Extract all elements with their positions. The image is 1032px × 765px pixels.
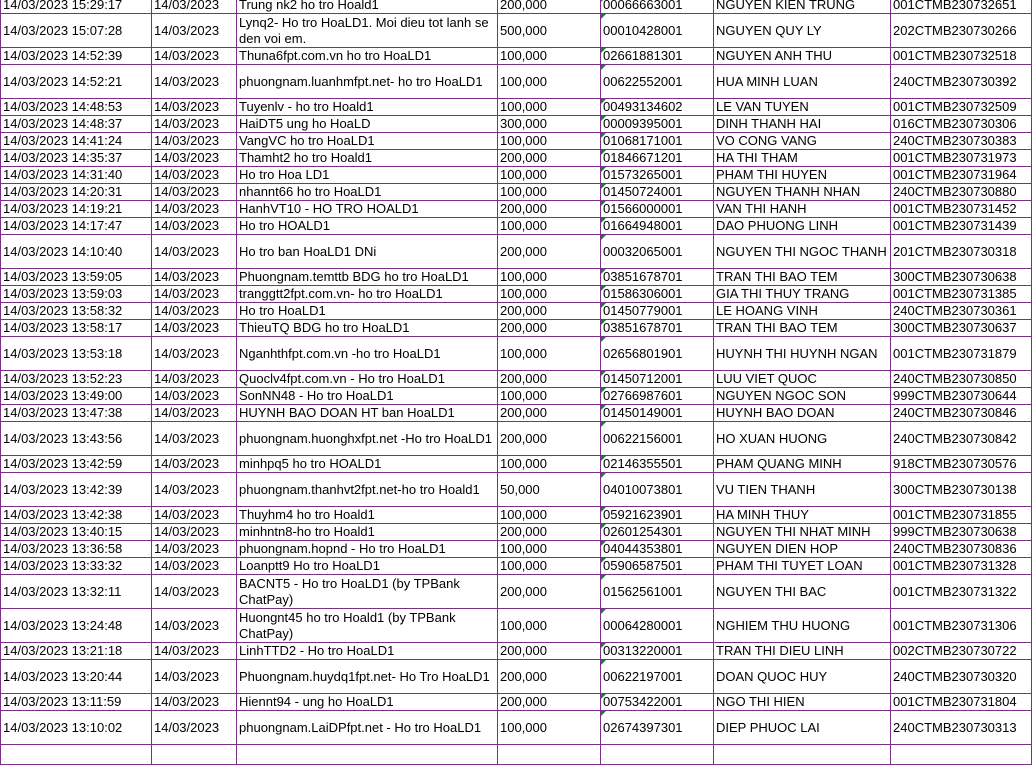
txn-account-cell: 04010073801 [601,473,714,507]
txn-amount-cell: 100,000 [498,456,601,473]
txn-amount-cell: 200,000 [498,405,601,422]
txn-date-cell: 14/03/2023 [152,167,237,184]
txn-amount-cell: 100,000 [498,507,601,524]
txn-account-cell: 05906587501 [601,558,714,575]
txn-description-cell: phuongnam.luanhmfpt.net- ho tro HoaLD1 [237,65,498,99]
txn-reference-cell: 002CTMB230730722 [891,643,1032,660]
txn-amount-cell [498,745,601,765]
txn-datetime-cell: 14/03/2023 14:35:37 [1,150,152,167]
txn-amount-cell: 100,000 [498,609,601,643]
txn-account-cell: 03851678701 [601,269,714,286]
txn-account-name-cell: NGUYEN KIEN TRUNG [714,0,891,14]
txn-account-cell: 01068171001 [601,133,714,150]
txn-amount-cell: 100,000 [498,541,601,558]
txn-date-cell: 14/03/2023 [152,150,237,167]
txn-date-cell: 14/03/2023 [152,184,237,201]
txn-account-name-cell: TRAN THI BAO TEM [714,269,891,286]
txn-description-cell: Ho tro ban HoaLD1 DNi [237,235,498,269]
txn-amount-cell: 50,000 [498,473,601,507]
txn-datetime-cell: 14/03/2023 14:52:21 [1,65,152,99]
txn-account-cell: 01573265001 [601,167,714,184]
txn-account-cell [601,745,714,765]
table-row [1,48,1032,65]
transaction-table-body [1,0,1032,765]
txn-amount-cell: 200,000 [498,575,601,609]
txn-description-cell: Ho tro Hoa LD1 [237,167,498,184]
txn-datetime-cell: 14/03/2023 13:40:15 [1,524,152,541]
txn-reference-cell: 001CTMB230731964 [891,167,1032,184]
txn-account-name-cell: VU TIEN THANH [714,473,891,507]
txn-amount-cell: 200,000 [498,235,601,269]
txn-date-cell: 14/03/2023 [152,269,237,286]
table-row [1,0,1032,14]
txn-date-cell: 14/03/2023 [152,405,237,422]
txn-account-cell: 03851678701 [601,320,714,337]
txn-description-cell: tranggtt2fpt.com.vn- ho tro HoaLD1 [237,286,498,303]
txn-description-cell: Loanptt9 Ho tro HoaLD1 [237,558,498,575]
txn-date-cell: 14/03/2023 [152,116,237,133]
txn-reference-cell: 001CTMB230731452 [891,201,1032,218]
table-row [1,218,1032,235]
txn-datetime-cell: 14/03/2023 13:53:18 [1,337,152,371]
txn-date-cell: 14/03/2023 [152,507,237,524]
table-row [1,524,1032,541]
txn-description-cell: minhntn8-ho tro Hoald1 [237,524,498,541]
txn-amount-cell: 200,000 [498,524,601,541]
txn-date-cell: 14/03/2023 [152,473,237,507]
txn-account-name-cell: HUYNH THI HUYNH NGAN [714,337,891,371]
txn-account-name-cell: HO XUAN HUONG [714,422,891,456]
table-row [1,558,1032,575]
txn-description-cell: phuongnam.LaiDPfpt.net - Ho tro HoaLD1 [237,711,498,745]
txn-reference-cell: 001CTMB230731328 [891,558,1032,575]
table-row [1,507,1032,524]
txn-account-name-cell: LE VAN TUYEN [714,99,891,116]
txn-account-cell: 04044353801 [601,541,714,558]
txn-amount-cell: 100,000 [498,337,601,371]
txn-amount-cell: 100,000 [498,133,601,150]
txn-description-cell: LinhTTD2 - Ho tro HoaLD1 [237,643,498,660]
table-row [1,184,1032,201]
table-row [1,745,1032,765]
txn-account-cell: 02601254301 [601,524,714,541]
table-row [1,65,1032,99]
txn-account-name-cell: NGUYEN QUY LY [714,14,891,48]
txn-reference-cell: 240CTMB230730846 [891,405,1032,422]
txn-account-name-cell: DOAN QUOC HUY [714,660,891,694]
txn-account-cell: 00753422001 [601,694,714,711]
txn-reference-cell: 300CTMB230730638 [891,269,1032,286]
txn-account-name-cell: NGHIEM THU HUONG [714,609,891,643]
txn-datetime-cell: 14/03/2023 13:42:39 [1,473,152,507]
txn-reference-cell: 202CTMB230730266 [891,14,1032,48]
txn-datetime-cell: 14/03/2023 13:58:32 [1,303,152,320]
txn-account-name-cell: NGUYEN ANH THU [714,48,891,65]
txn-account-name-cell: GIA THI THUY TRANG [714,286,891,303]
txn-account-name-cell: VO CONG VANG [714,133,891,150]
txn-account-cell: 02661881301 [601,48,714,65]
txn-datetime-cell: 14/03/2023 13:59:03 [1,286,152,303]
txn-date-cell: 14/03/2023 [152,337,237,371]
txn-amount-cell: 100,000 [498,558,601,575]
txn-date-cell: 14/03/2023 [152,0,237,14]
txn-reference-cell: 240CTMB230730313 [891,711,1032,745]
table-row [1,303,1032,320]
txn-date-cell: 14/03/2023 [152,388,237,405]
txn-reference-cell [891,745,1032,765]
txn-date-cell: 14/03/2023 [152,320,237,337]
txn-reference-cell: 240CTMB230730842 [891,422,1032,456]
txn-amount-cell: 100,000 [498,388,601,405]
txn-reference-cell: 001CTMB230731322 [891,575,1032,609]
txn-account-cell: 01846671201 [601,150,714,167]
txn-reference-cell: 001CTMB230731385 [891,286,1032,303]
txn-account-cell: 02656801901 [601,337,714,371]
txn-account-name-cell: NGUYEN THI NHAT MINH [714,524,891,541]
txn-datetime-cell: 14/03/2023 13:20:44 [1,660,152,694]
txn-description-cell: phuongnam.thanhvt2fpt.net-ho tro Hoald1 [237,473,498,507]
txn-amount-cell: 300,000 [498,116,601,133]
txn-account-cell: 05921623901 [601,507,714,524]
txn-description-cell: Thuyhm4 ho tro Hoald1 [237,507,498,524]
txn-date-cell: 14/03/2023 [152,422,237,456]
txn-account-name-cell: PHAM THI TUYET LOAN [714,558,891,575]
txn-account-name-cell: DIEP PHUOC LAI [714,711,891,745]
table-row [1,235,1032,269]
txn-description-cell: HUYNH BAO DOAN HT ban HoaLD1 [237,405,498,422]
txn-description-cell: phuongnam.hopnd - Ho tro HoaLD1 [237,541,498,558]
txn-reference-cell: 001CTMB230731439 [891,218,1032,235]
txn-account-name-cell: NGUYEN THI BAC [714,575,891,609]
txn-reference-cell: 300CTMB230730138 [891,473,1032,507]
txn-account-name-cell: HA THI THAM [714,150,891,167]
txn-description-cell: VangVC ho tro HoaLD1 [237,133,498,150]
txn-account-cell: 01450712001 [601,371,714,388]
txn-date-cell: 14/03/2023 [152,541,237,558]
txn-date-cell: 14/03/2023 [152,558,237,575]
txn-account-cell: 02146355501 [601,456,714,473]
txn-account-name-cell: NGUYEN DIEN HOP [714,541,891,558]
txn-account-cell: 02674397301 [601,711,714,745]
txn-description-cell: BACNT5 - Ho tro HoaLD1 (by TPBank ChatPay) [237,575,498,609]
txn-amount-cell: 200,000 [498,0,601,14]
txn-datetime-cell: 14/03/2023 13:47:38 [1,405,152,422]
txn-account-cell: 00313220001 [601,643,714,660]
txn-datetime-cell: 14/03/2023 14:41:24 [1,133,152,150]
txn-description-cell: Trung nk2 ho tro Hoald1 [237,0,498,14]
txn-datetime-cell: 14/03/2023 13:42:59 [1,456,152,473]
txn-description-cell: Thuna6fpt.com.vn ho tro HoaLD1 [237,48,498,65]
txn-datetime-cell: 14/03/2023 13:11:59 [1,694,152,711]
table-row [1,320,1032,337]
txn-amount-cell: 200,000 [498,643,601,660]
txn-reference-cell: 918CTMB230730576 [891,456,1032,473]
txn-date-cell: 14/03/2023 [152,235,237,269]
txn-reference-cell: 001CTMB230731973 [891,150,1032,167]
txn-amount-cell: 200,000 [498,201,601,218]
txn-account-name-cell: HUA MINH LUAN [714,65,891,99]
txn-account-name-cell [714,745,891,765]
txn-reference-cell: 001CTMB230731879 [891,337,1032,371]
txn-account-cell: 00493134602 [601,99,714,116]
txn-account-name-cell: NGO THI HIEN [714,694,891,711]
txn-account-cell: 00009395001 [601,116,714,133]
txn-amount-cell: 100,000 [498,65,601,99]
table-row [1,405,1032,422]
txn-reference-cell: 201CTMB230730318 [891,235,1032,269]
txn-account-name-cell: TRAN THI DIEU LINH [714,643,891,660]
txn-date-cell: 14/03/2023 [152,218,237,235]
txn-account-cell: 01566000001 [601,201,714,218]
txn-reference-cell: 240CTMB230730361 [891,303,1032,320]
txn-account-cell: 00622156001 [601,422,714,456]
txn-account-cell: 00622552001 [601,65,714,99]
table-row [1,575,1032,609]
txn-date-cell [152,745,237,765]
txn-reference-cell: 999CTMB230730638 [891,524,1032,541]
txn-account-cell: 00064280001 [601,609,714,643]
table-row [1,337,1032,371]
txn-reference-cell: 001CTMB230731804 [891,694,1032,711]
txn-reference-cell: 001CTMB230732518 [891,48,1032,65]
txn-datetime-cell: 14/03/2023 13:59:05 [1,269,152,286]
table-row [1,150,1032,167]
txn-account-name-cell: LE HOANG VINH [714,303,891,320]
txn-description-cell: Ho tro HOALD1 [237,218,498,235]
txn-date-cell: 14/03/2023 [152,286,237,303]
txn-account-name-cell: PHAM QUANG MINH [714,456,891,473]
txn-amount-cell: 100,000 [498,167,601,184]
txn-date-cell: 14/03/2023 [152,99,237,116]
txn-datetime-cell: 14/03/2023 15:29:17 [1,0,152,14]
txn-amount-cell: 500,000 [498,14,601,48]
txn-reference-cell: 001CTMB230731855 [891,507,1032,524]
txn-date-cell: 14/03/2023 [152,201,237,218]
table-row [1,14,1032,48]
txn-datetime-cell: 14/03/2023 13:33:32 [1,558,152,575]
txn-account-name-cell: DINH THANH HAI [714,116,891,133]
txn-date-cell: 14/03/2023 [152,456,237,473]
txn-amount-cell: 200,000 [498,150,601,167]
txn-datetime-cell: 14/03/2023 13:42:38 [1,507,152,524]
txn-amount-cell: 200,000 [498,422,601,456]
txn-datetime-cell: 14/03/2023 14:48:53 [1,99,152,116]
txn-date-cell: 14/03/2023 [152,643,237,660]
txn-description-cell: HaiDT5 ung ho HoaLD [237,116,498,133]
txn-datetime-cell: 14/03/2023 14:31:40 [1,167,152,184]
table-row [1,541,1032,558]
txn-description-cell: Quoclv4fpt.com.vn - Ho tro HoaLD1 [237,371,498,388]
txn-amount-cell: 200,000 [498,371,601,388]
txn-reference-cell: 240CTMB230730383 [891,133,1032,150]
txn-description-cell: Phuongnam.huydq1fpt.net- Ho Tro HoaLD1 [237,660,498,694]
table-row [1,116,1032,133]
txn-amount-cell: 100,000 [498,269,601,286]
txn-datetime-cell: 14/03/2023 14:17:47 [1,218,152,235]
txn-datetime-cell: 14/03/2023 13:43:56 [1,422,152,456]
txn-reference-cell: 016CTMB230730306 [891,116,1032,133]
table-row [1,99,1032,116]
txn-description-cell: SonNN48 - Ho tro HoaLD1 [237,388,498,405]
table-row [1,456,1032,473]
txn-account-cell: 00622197001 [601,660,714,694]
txn-datetime-cell: 14/03/2023 14:48:37 [1,116,152,133]
txn-account-name-cell: NGUYEN THANH NHAN [714,184,891,201]
txn-account-cell: 00066663001 [601,0,714,14]
txn-reference-cell: 240CTMB230730392 [891,65,1032,99]
txn-account-cell: 00032065001 [601,235,714,269]
txn-datetime-cell: 14/03/2023 15:07:28 [1,14,152,48]
txn-reference-cell: 240CTMB230730880 [891,184,1032,201]
txn-description-cell: Lynq2- Ho tro HoaLD1. Moi dieu tot lanh se den voi em. [237,14,498,48]
table-row [1,133,1032,150]
txn-account-name-cell: NGUYEN THI NGOC THANH [714,235,891,269]
txn-datetime-cell: 14/03/2023 14:20:31 [1,184,152,201]
txn-date-cell: 14/03/2023 [152,48,237,65]
txn-amount-cell: 200,000 [498,660,601,694]
txn-reference-cell: 999CTMB230730644 [891,388,1032,405]
table-row [1,609,1032,643]
txn-amount-cell: 200,000 [498,320,601,337]
txn-date-cell: 14/03/2023 [152,609,237,643]
table-row [1,201,1032,218]
txn-amount-cell: 200,000 [498,303,601,320]
txn-date-cell: 14/03/2023 [152,575,237,609]
txn-amount-cell: 200,000 [498,694,601,711]
txn-reference-cell: 001CTMB230731306 [891,609,1032,643]
txn-date-cell: 14/03/2023 [152,371,237,388]
txn-account-name-cell: VAN THI HANH [714,201,891,218]
txn-account-cell: 01664948001 [601,218,714,235]
txn-description-cell: HanhVT10 - HO TRO HOALD1 [237,201,498,218]
txn-description-cell: Ho tro HoaLD1 [237,303,498,320]
txn-datetime-cell: 14/03/2023 13:24:48 [1,609,152,643]
txn-date-cell: 14/03/2023 [152,14,237,48]
txn-datetime-cell: 14/03/2023 13:21:18 [1,643,152,660]
txn-account-cell: 02766987601 [601,388,714,405]
txn-description-cell: Tuyenlv - ho tro Hoald1 [237,99,498,116]
txn-account-cell: 01586306001 [601,286,714,303]
txn-date-cell: 14/03/2023 [152,694,237,711]
txn-description-cell: Nganhthfpt.com.vn -ho tro HoaLD1 [237,337,498,371]
txn-account-cell: 01450779001 [601,303,714,320]
table-row [1,286,1032,303]
table-row [1,660,1032,694]
txn-reference-cell: 001CTMB230732651 [891,0,1032,14]
txn-datetime-cell: 14/03/2023 13:32:11 [1,575,152,609]
txn-datetime-cell [1,745,152,765]
txn-account-name-cell: HA MINH THUY [714,507,891,524]
txn-date-cell: 14/03/2023 [152,524,237,541]
table-row [1,167,1032,184]
table-row [1,269,1032,286]
txn-account-cell: 01450149001 [601,405,714,422]
txn-reference-cell: 240CTMB230730836 [891,541,1032,558]
txn-date-cell: 14/03/2023 [152,711,237,745]
table-row [1,388,1032,405]
txn-account-name-cell: LUU VIET QUOC [714,371,891,388]
txn-reference-cell: 240CTMB230730850 [891,371,1032,388]
txn-account-cell: 01562561001 [601,575,714,609]
txn-amount-cell: 100,000 [498,711,601,745]
txn-datetime-cell: 14/03/2023 14:10:40 [1,235,152,269]
txn-datetime-cell: 14/03/2023 13:58:17 [1,320,152,337]
txn-account-name-cell: NGUYEN NGOC SON [714,388,891,405]
txn-amount-cell: 100,000 [498,99,601,116]
txn-description-cell: Huongnt45 ho tro Hoald1 (by TPBank ChatPay) [237,609,498,643]
table-row [1,422,1032,456]
txn-amount-cell: 100,000 [498,184,601,201]
table-row [1,643,1032,660]
txn-amount-cell: 100,000 [498,218,601,235]
txn-description-cell: Phuongnam.temttb BDG ho tro HoaLD1 [237,269,498,286]
table-row [1,711,1032,745]
txn-date-cell: 14/03/2023 [152,133,237,150]
txn-reference-cell: 240CTMB230730320 [891,660,1032,694]
txn-description-cell: ThieuTQ BDG ho tro HoaLD1 [237,320,498,337]
txn-datetime-cell: 14/03/2023 13:52:23 [1,371,152,388]
txn-description-cell [237,745,498,765]
txn-datetime-cell: 14/03/2023 14:52:39 [1,48,152,65]
table-row [1,371,1032,388]
txn-date-cell: 14/03/2023 [152,660,237,694]
txn-account-name-cell: TRAN THI BAO TEM [714,320,891,337]
txn-description-cell: nhannt66 ho tro HoaLD1 [237,184,498,201]
txn-datetime-cell: 14/03/2023 13:36:58 [1,541,152,558]
txn-account-name-cell: DAO PHUONG LINH [714,218,891,235]
txn-reference-cell: 001CTMB230732509 [891,99,1032,116]
txn-account-cell: 01450724001 [601,184,714,201]
table-row [1,694,1032,711]
txn-datetime-cell: 14/03/2023 13:49:00 [1,388,152,405]
txn-account-name-cell: PHAM THI HUYEN [714,167,891,184]
txn-description-cell: minhpq5 ho tro HOALD1 [237,456,498,473]
txn-datetime-cell: 14/03/2023 13:10:02 [1,711,152,745]
txn-reference-cell: 300CTMB230730637 [891,320,1032,337]
txn-description-cell: Thamht2 ho tro Hoald1 [237,150,498,167]
txn-datetime-cell: 14/03/2023 14:19:21 [1,201,152,218]
txn-date-cell: 14/03/2023 [152,303,237,320]
txn-description-cell: phuongnam.huonghxfpt.net -Ho tro HoaLD1 [237,422,498,456]
txn-date-cell: 14/03/2023 [152,65,237,99]
txn-account-name-cell: HUYNH BAO DOAN [714,405,891,422]
txn-amount-cell: 100,000 [498,286,601,303]
txn-account-cell: 00010428001 [601,14,714,48]
txn-description-cell: Hiennt94 - ung ho HoaLD1 [237,694,498,711]
table-row [1,473,1032,507]
txn-amount-cell: 100,000 [498,48,601,65]
